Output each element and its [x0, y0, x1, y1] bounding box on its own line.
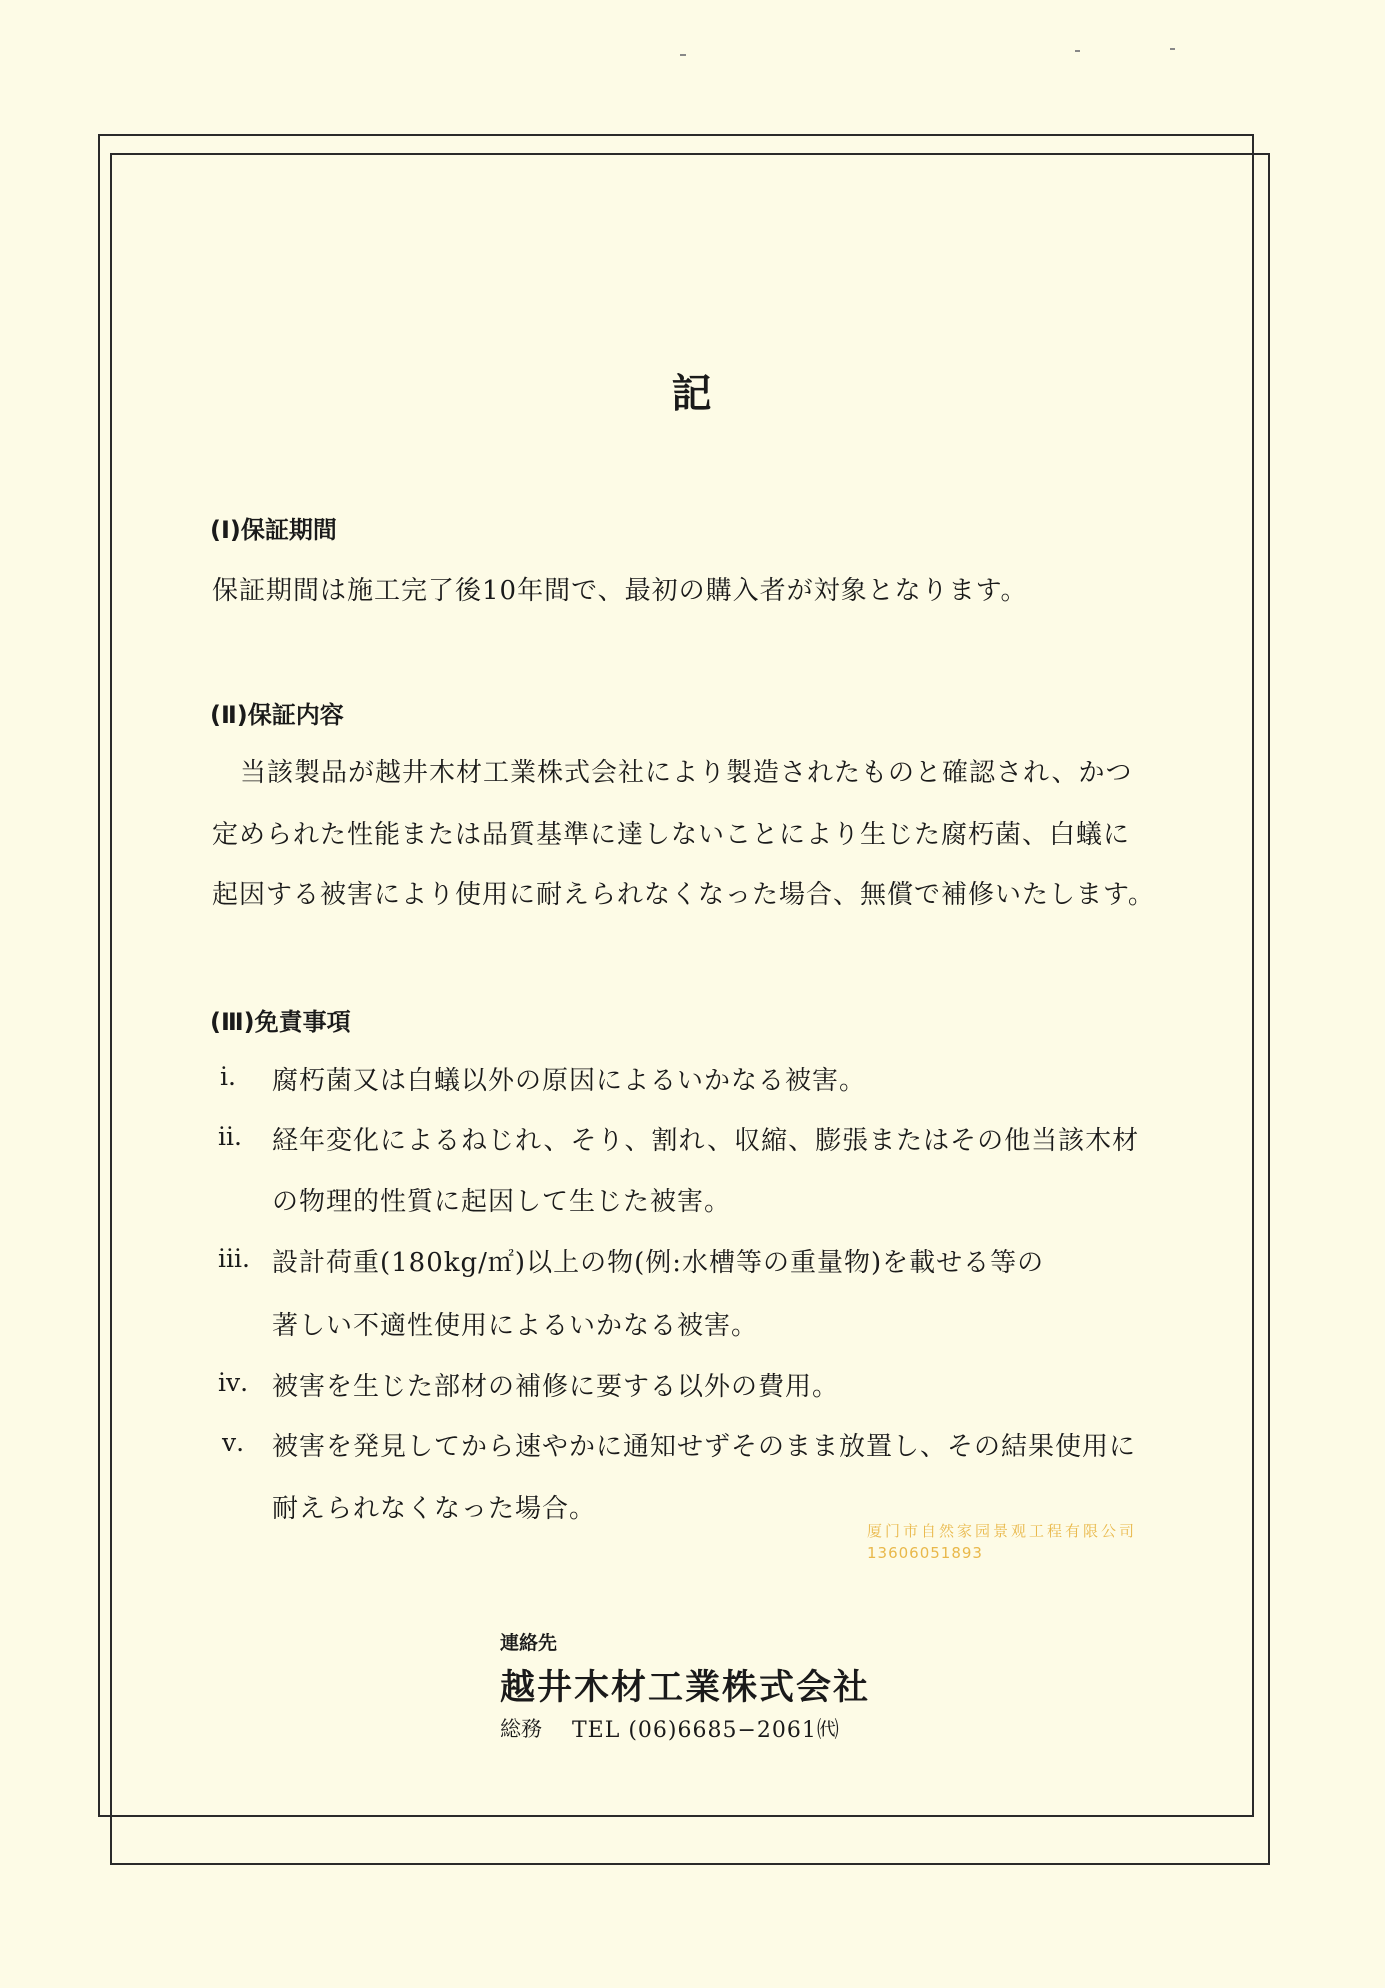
exemption-number: ⅳ.	[218, 1368, 249, 1397]
watermark-company: 厦门市自然家园景观工程有限公司	[867, 1522, 1138, 1540]
warranty-content-line: 当該製品が越井木材工業株式会社により製造されたものと確認され、かつ	[240, 758, 1133, 788]
document-title: 記	[671, 370, 714, 417]
exemption-text: 設計荷重(180kg/㎡)以上の物(例:水槽等の重量物)を載せる等の	[272, 1248, 1045, 1278]
exemption-text: 被害を生じた部材の補修に要する以外の費用。	[272, 1372, 840, 1402]
exemption-text: 被害を発見してから速やかに通知せずそのまま放置し、その結果使用に	[272, 1432, 1137, 1462]
department: 総務	[500, 1717, 542, 1741]
watermark-phone: 13606051893	[867, 1544, 983, 1562]
warranty-period-text: 保証期間は施工完了後10年間で、最初の購入者が対象となります。	[212, 576, 1028, 606]
exemption-text: 耐えられなくなった場合。	[272, 1494, 597, 1524]
section-heading-exemptions: (Ⅲ)免責事項	[210, 1008, 351, 1036]
section-heading-warranty-period: (Ⅰ)保証期間	[210, 516, 337, 544]
exemption-number: ⅱ.	[218, 1122, 242, 1151]
exemption-text: 経年変化によるねじれ、そり、割れ、収縮、膨張またはその他当該木材	[272, 1126, 1140, 1156]
exemption-text: 腐朽菌又は白蟻以外の原因によるいかなる被害。	[272, 1066, 867, 1096]
scan-speck	[1170, 48, 1175, 50]
warranty-content-line: 定められた性能または品質基準に達しないことにより生じた腐朽菌、白蟻に	[212, 820, 1131, 850]
telephone: TEL (06)6685−2061㈹	[572, 1718, 840, 1743]
exemption-number: ⅴ.	[222, 1428, 245, 1457]
contact-label: 連絡先	[500, 1632, 558, 1654]
scan-speck	[680, 54, 686, 56]
scan-speck	[1075, 50, 1080, 52]
exemption-text: の物理的性質に起因して生じた被害。	[272, 1187, 732, 1217]
warranty-content-line: 起因する被害により使用に耐えられなくなった場合、無償で補修いたします。	[212, 880, 1155, 910]
section-heading-warranty-content: (Ⅱ)保証内容	[210, 701, 344, 729]
exemption-text: 著しい不適性使用によるいかなる被害。	[272, 1311, 759, 1341]
company-name: 越井木材工業株式会社	[500, 1668, 871, 1708]
exemption-number: ⅲ.	[218, 1244, 250, 1273]
exemption-number: ⅰ.	[220, 1062, 236, 1091]
